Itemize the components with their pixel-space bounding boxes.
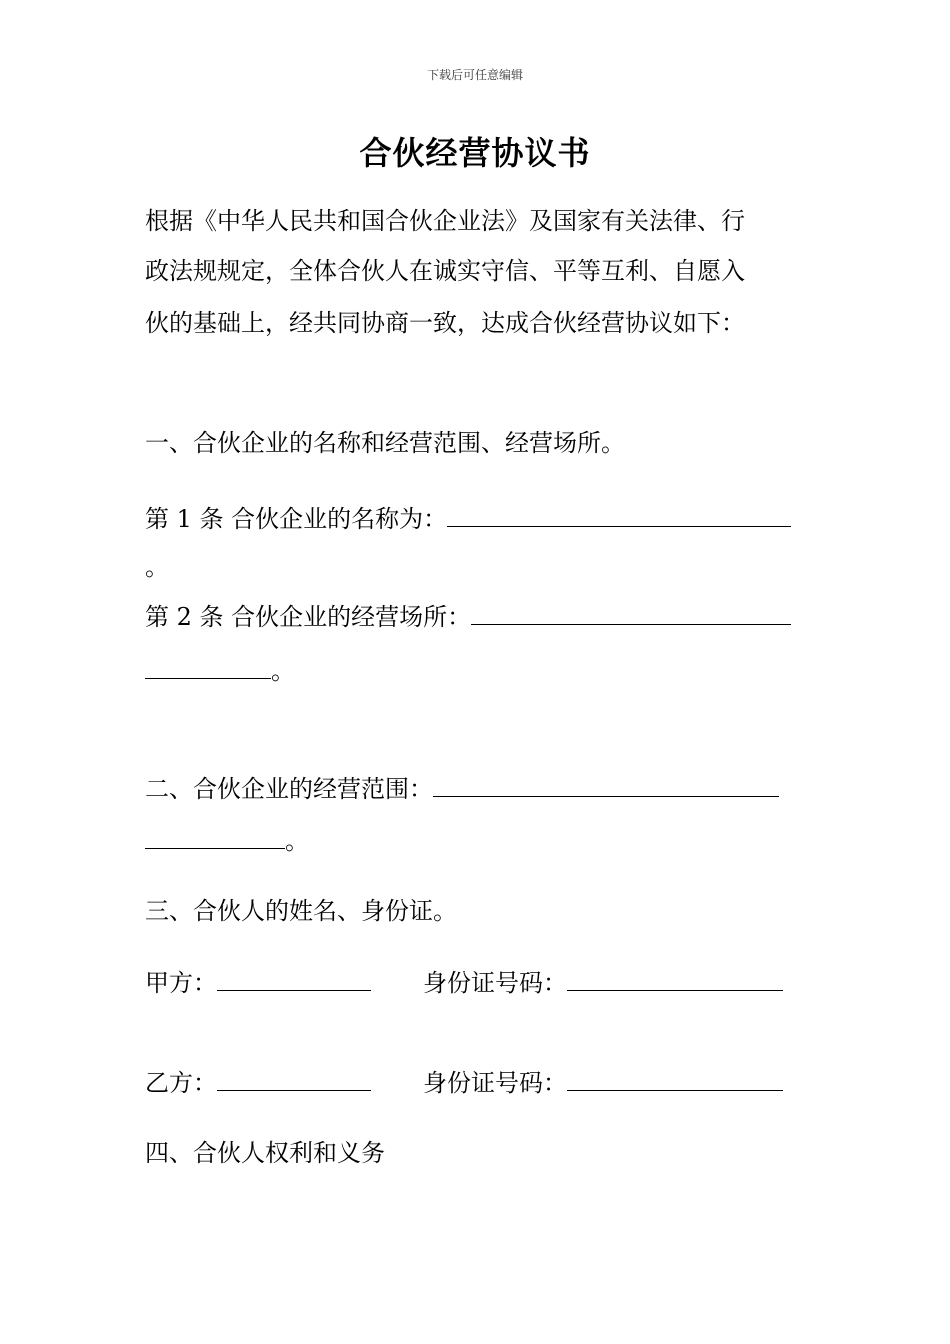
enterprise-name-blank[interactable] [447,502,791,527]
section-1-heading: 一、合伙企业的名称和经营范围、经营场所。 [145,429,625,457]
intro-line-2: 政法规规定，全体合伙人在诚实守信、平等互利、自愿入 [145,257,745,285]
intro-line-1: 根据《中华人民共和国合伙企业法》及国家有关法律、行 [145,207,745,235]
article-2-end: 。 [271,657,295,685]
section-3-heading: 三、合伙人的姓名、身份证。 [145,897,457,925]
intro-line-3: 伙的基础上，经共同协商一致，达成合伙经营协议如下： [145,309,745,337]
business-location-blank[interactable] [471,600,791,625]
party-b-id-label: 身份证号码： [423,1069,567,1097]
party-a-label: 甲方： [145,969,217,997]
article-2-row [145,600,791,632]
party-a-name-blank[interactable] [217,966,371,991]
section-2-continuation [145,824,309,856]
article-2-continuation [145,654,295,686]
party-b-label: 乙方： [145,1069,217,1097]
section-2-row [145,772,779,804]
business-scope-blank[interactable] [433,772,779,797]
header-note: 下载后可任意编辑 [426,68,523,82]
section-4-heading: 四、合伙人权利和义务 [145,1139,385,1167]
article-2-label: 第 2 条 合伙企业的经营场所： [145,603,472,631]
business-location-blank-cont[interactable] [145,654,271,679]
party-b-name-blank[interactable] [217,1066,371,1091]
party-b-id-blank[interactable] [567,1066,783,1091]
party-b-row [145,1066,783,1098]
section-2-heading: 二、合伙企业的经营范围： [145,775,433,803]
party-a-id-label: 身份证号码： [423,969,567,997]
article-1-row [145,502,791,534]
party-a-id-blank[interactable] [567,966,783,991]
article-1-end: 。 [145,553,169,581]
section-2-end: 。 [285,827,309,855]
party-a-row [145,966,783,998]
document-title: 合伙经营协议书 [359,134,591,172]
article-1-label: 第 1 条 合伙企业的名称为： [145,505,448,533]
business-scope-blank-cont[interactable] [145,824,285,849]
